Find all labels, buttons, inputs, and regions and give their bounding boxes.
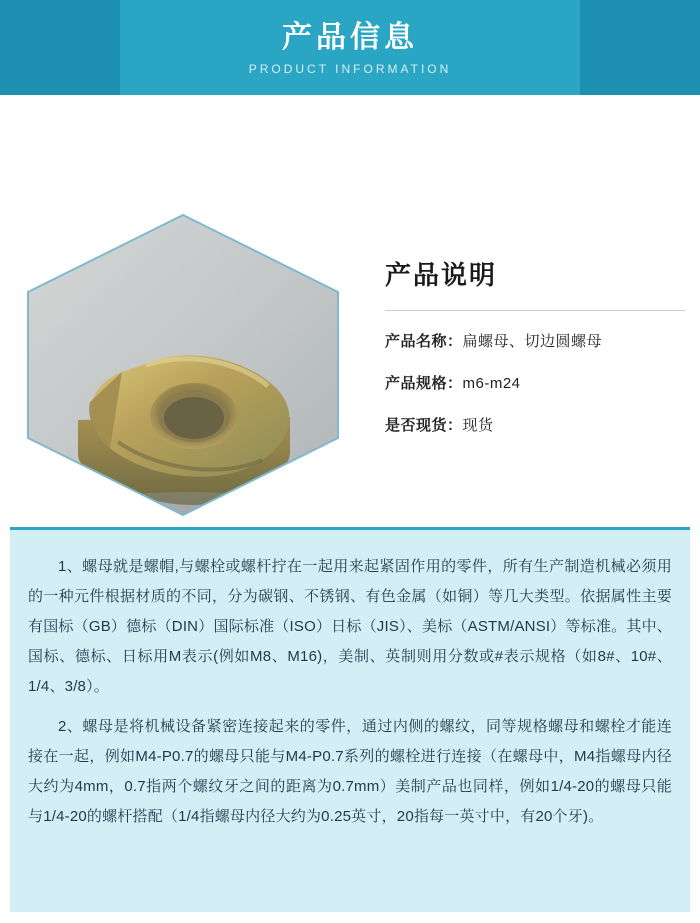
product-info-block xyxy=(385,255,685,457)
product-section xyxy=(0,95,700,520)
product-field-name-label: 产品名称： xyxy=(385,333,463,350)
product-field-name xyxy=(385,331,685,353)
page-subtitle: PRODUCT INFORMATION xyxy=(248,61,452,76)
banner-left-block xyxy=(0,0,120,95)
product-field-stock-value: 现货 xyxy=(462,417,494,434)
description-paragraph-2 xyxy=(28,712,672,832)
product-field-name-value: 扁螺母、切边圆螺母 xyxy=(462,333,603,350)
product-field-spec-value: m6-m24 xyxy=(462,375,521,392)
divider xyxy=(385,310,685,311)
product-field-spec xyxy=(385,373,685,395)
page-title: 产品信息 xyxy=(282,20,418,54)
product-field-stock xyxy=(385,415,685,437)
product-field-stock-label: 是否现货： xyxy=(385,417,463,434)
page-header-banner xyxy=(0,0,700,95)
description-paragraph-1 xyxy=(28,552,672,702)
product-section-title: 产品说明 xyxy=(385,260,498,290)
product-field-spec-label: 产品规格： xyxy=(385,375,463,392)
banner-title-group xyxy=(120,0,580,95)
banner-right-block xyxy=(580,0,700,95)
description-paragraph-2-text: 2、螺母是将机械设备紧密连接起来的零件，通过内侧的螺纹，同等规格螺母和螺栓才能连接在一起，例如M4-P0.7的螺母只能与M4-P0.7系列的螺栓进行连接（在螺母中，M4指螺母内径大约为4mm，0.7指两个螺纹牙之间的距离为0.7mm）美制产品也同样，例如1/4-20的螺母只能与1/4-20的螺杆搭配（1/4指螺母内径大约为0.25英寸，20指每一英寸中，有20个牙)。 xyxy=(28,718,672,825)
description-paragraph-1-text: 1、螺母就是螺帽,与螺栓或螺杆拧在一起用来起紧固作用的零件，所有生产制造机械必须用的一种元件根据材质的不同，分为碳钢、不锈钢、有色金属（如铜）等几大类型。依据属性主要有国标（GB）德标（DIN）国际标准（ISO）日标（JIS）、美标（ASTM/ANSI）等标准。其中、国标、德标、日标用M表示(例如M8、M16)，美制、英制则用分数或#表示规格（如8#、10#、1/4、3/8）。 xyxy=(28,558,672,695)
product-image-hexagon xyxy=(18,210,348,520)
description-panel xyxy=(10,527,690,912)
